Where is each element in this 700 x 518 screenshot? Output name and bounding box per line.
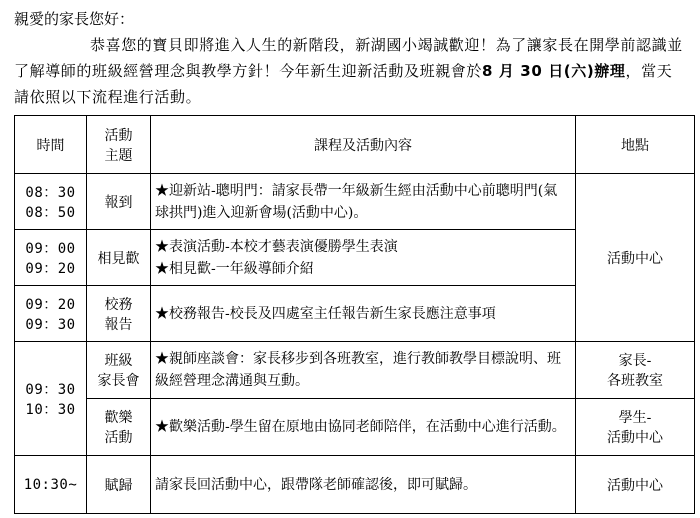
letter-text-2: ，當天請依照以下流程進行活動。 <box>14 62 673 106</box>
row-time <box>15 230 87 286</box>
header-theme-line2: 主題 <box>104 147 133 164</box>
header-place: 地點 <box>576 116 695 174</box>
row-content <box>151 230 576 286</box>
row-content <box>151 342 576 399</box>
row-time <box>15 174 87 230</box>
time-end: 09：20 <box>25 260 76 277</box>
header-content: 課程及活動內容 <box>151 116 576 174</box>
row-content <box>151 286 576 342</box>
row-place <box>576 399 695 456</box>
header-theme-line1: 活動 <box>104 127 133 144</box>
table-header-row <box>15 116 695 174</box>
theme-line1: 班級 <box>104 353 133 369</box>
row-content <box>151 174 576 230</box>
letter-text-1: 恭喜您的寶貝即將進入人生的新階段，新湖國小竭誠歡迎！為了讓家長在開學前認識並了解導師的班級經營理念與教學方針！今年新生迎新活動及班親會於 <box>14 36 683 80</box>
content-line: ★親師座談會：家長移步到各班教室，進行教師教學目標說明、班級經營理念溝通與互動。 <box>155 351 561 389</box>
place-line2: 各班教室 <box>607 373 663 389</box>
table-row <box>15 399 695 456</box>
theme-line2: 家長會 <box>97 373 140 389</box>
letter-paragraph <box>14 32 686 110</box>
content-line: ★表演活動-本校才藝表演優勝學生表演 <box>155 238 398 255</box>
content-line: ★相見歡-一年級導師介紹 <box>155 260 314 277</box>
table-row <box>15 342 695 399</box>
row-theme: 相見歡 <box>87 230 151 286</box>
time-end: 09：30 <box>25 316 76 333</box>
row-time <box>15 286 87 342</box>
theme-line1: 校務 <box>104 296 133 313</box>
row-time: 10:30~ <box>15 456 87 514</box>
notice-letter <box>14 6 686 110</box>
row-content <box>151 399 576 456</box>
row-place <box>576 342 695 399</box>
row-content <box>151 456 576 514</box>
row-time <box>15 342 87 456</box>
row-theme: 報到 <box>87 174 151 230</box>
content-line: ★歡樂活動-學生留在原地由協同老師陪伴，在活動中心進行活動。 <box>155 419 566 435</box>
time-start: 09：30 <box>25 381 76 398</box>
row-place: 活動中心 <box>576 456 695 514</box>
theme-line2: 報告 <box>104 316 133 333</box>
theme-line1: 歡樂 <box>104 410 133 426</box>
time-start: 09：00 <box>25 240 76 257</box>
table-row <box>15 174 695 230</box>
time-start: 08：30 <box>25 184 76 201</box>
letter-greeting: 親愛的家長您好： <box>14 10 135 28</box>
row-theme <box>87 286 151 342</box>
row-theme: 賦歸 <box>87 456 151 514</box>
place-line1: 學生- <box>618 410 652 426</box>
theme-line2: 活動 <box>104 430 133 446</box>
place-line1: 家長- <box>618 353 652 369</box>
time-start: 09：20 <box>25 296 76 313</box>
table-row <box>15 456 695 514</box>
content-line: ★校務報告-校長及四處室主任報告新生家長應注意事項 <box>155 305 496 322</box>
event-date: 8 月 30 日(六)辦理 <box>482 62 626 80</box>
schedule-table <box>14 115 695 514</box>
row-place-shared: 活動中心 <box>576 174 695 342</box>
content-line: 請家長回活動中心，跟帶隊老師確認後，即可賦歸。 <box>155 476 477 493</box>
content-line: ★迎新站-聰明門：請家長帶一年級新生經由活動中心前聰明門(氣球拱門)進入迎新會場(活動中心)。 <box>155 182 558 221</box>
row-theme <box>87 342 151 399</box>
row-theme <box>87 399 151 456</box>
header-theme <box>87 116 151 174</box>
header-time: 時間 <box>15 116 87 174</box>
time-end: 10：30 <box>25 401 76 418</box>
time-end: 08：50 <box>25 204 76 221</box>
place-line2: 活動中心 <box>607 430 663 446</box>
